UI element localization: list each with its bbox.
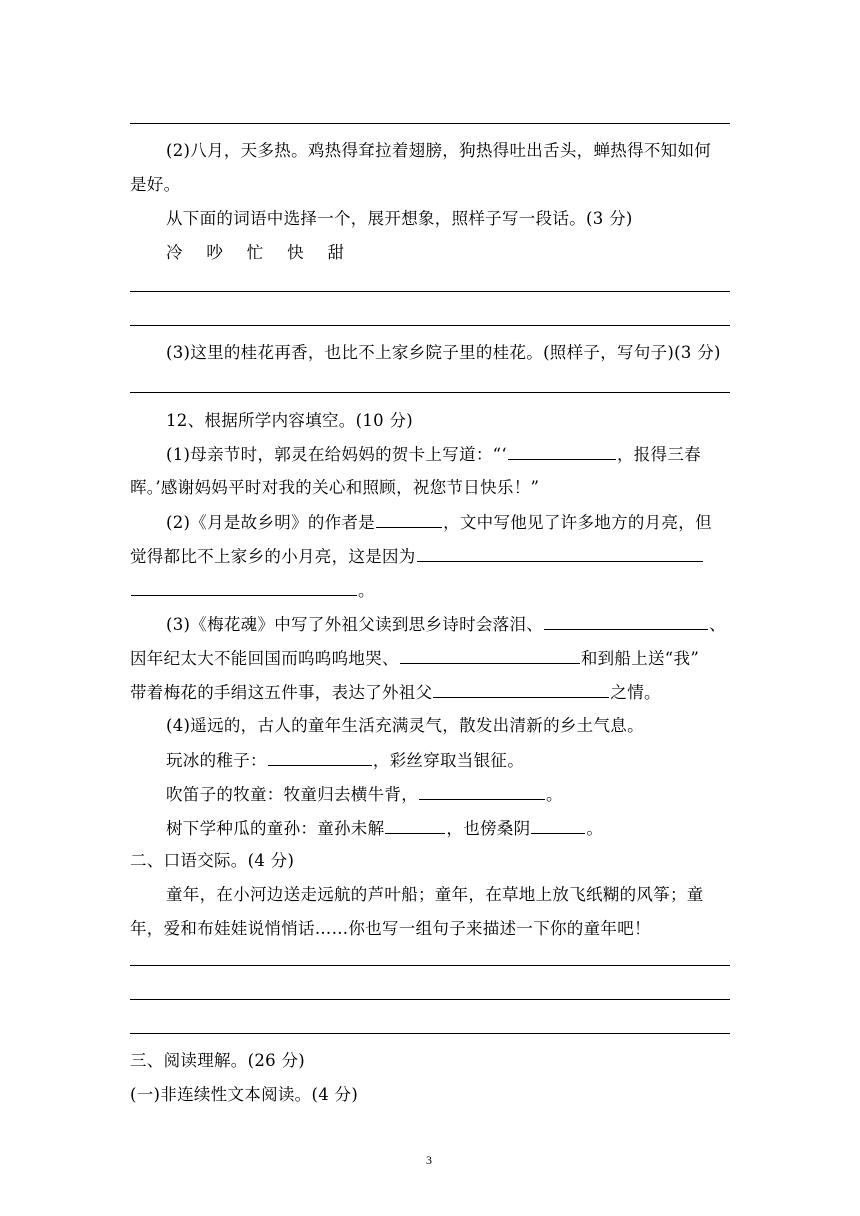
text-segment: (1)母亲节时，郭灵在给妈妈的贺卡上写道：“‘ bbox=[166, 445, 507, 464]
text-segment: 和到船上送“我” bbox=[580, 649, 700, 668]
text-segment: 。 bbox=[546, 785, 563, 804]
text-segment: ，彩丝穿取当银征。 bbox=[372, 751, 525, 770]
section-heading: 三、阅读理解。(26 分) bbox=[130, 1051, 306, 1070]
word-option: 甜 bbox=[327, 243, 345, 262]
fill-blank[interactable] bbox=[544, 613, 708, 630]
question-text: (4)遥远的，古人的童年生活充满灵气，散发出清新的乡土气息。 bbox=[166, 716, 644, 735]
question-text: 晖。’感谢妈妈平时对我的关心和照顾，祝您节日快乐！” bbox=[130, 478, 540, 497]
question-text bbox=[130, 545, 704, 568]
question-text: 是好。 bbox=[130, 175, 181, 194]
fill-blank[interactable] bbox=[400, 647, 580, 664]
text-segment: 、 bbox=[709, 615, 726, 634]
subsection-heading: (一)非连续性文本阅读。(4 分) bbox=[130, 1085, 359, 1104]
text-segment: 。 bbox=[586, 819, 604, 838]
fill-blank[interactable] bbox=[531, 817, 585, 834]
question-text bbox=[166, 443, 701, 466]
question-text bbox=[130, 681, 661, 704]
question-text: (2)八月，天多热。鸡热得耷拉着翅膀，狗热得吐出舌头，蝉热得不知如何 bbox=[166, 141, 712, 160]
fill-blank[interactable] bbox=[131, 579, 357, 596]
question-text bbox=[166, 511, 712, 534]
word-option: 忙 bbox=[246, 243, 264, 262]
answer-line[interactable] bbox=[130, 291, 730, 292]
section-heading: 二、口语交际。(4 分) bbox=[130, 851, 295, 870]
word-option: 冷 bbox=[166, 243, 183, 262]
fill-blank[interactable] bbox=[417, 545, 703, 562]
question-text bbox=[166, 613, 726, 636]
fill-blank[interactable] bbox=[385, 817, 445, 834]
word-option: 快 bbox=[287, 243, 304, 262]
instruction-text: 从下面的词语中选择一个，展开想象，照样子写一段话。(3 分) bbox=[166, 209, 633, 228]
text-segment: 。 bbox=[358, 581, 375, 600]
text-segment: 玩冰的稚子： bbox=[166, 751, 267, 770]
question-text bbox=[166, 817, 603, 840]
word-options bbox=[166, 242, 362, 264]
fill-blank[interactable] bbox=[433, 681, 609, 698]
word-option: 吵 bbox=[206, 243, 224, 262]
text-segment: ，报得三春 bbox=[616, 445, 701, 464]
answer-line[interactable] bbox=[130, 965, 730, 966]
text-segment: 吹笛子的牧童：牧童归去横牛背， bbox=[166, 785, 418, 804]
fill-blank[interactable] bbox=[419, 783, 545, 800]
question-heading: 12、根据所学内容填空。(10 分) bbox=[166, 411, 414, 430]
fill-blank[interactable] bbox=[268, 749, 372, 766]
text-segment: (2)《月是故乡明》的作者是 bbox=[166, 513, 376, 532]
question-text: (3)这里的桂花再香，也比不上家乡院子里的桂花。(照样子，写句子)(3 分) bbox=[166, 343, 721, 362]
answer-line bbox=[130, 123, 730, 124]
question-text: 年，爱和布娃娃说悄悄话……你也写一组句子来描述一下你的童年吧！ bbox=[130, 919, 651, 938]
answer-line[interactable] bbox=[130, 1033, 730, 1034]
text-segment: (3)《梅花魂》中写了外祖父读到思乡诗时会落泪、 bbox=[166, 615, 544, 634]
text-segment: 树下学种瓜的童孙：童孙未解 bbox=[166, 819, 385, 838]
question-text bbox=[166, 749, 524, 772]
question-text bbox=[130, 579, 375, 602]
answer-line[interactable] bbox=[130, 325, 730, 326]
text-segment: 带着梅花的手绢这五件事，表达了外祖父 bbox=[130, 683, 433, 702]
fill-blank[interactable] bbox=[376, 511, 442, 528]
text-segment: ，也傍桑阴 bbox=[446, 819, 531, 838]
text-segment: 之情。 bbox=[610, 683, 661, 702]
page-number: 3 bbox=[426, 1153, 432, 1167]
question-text bbox=[166, 783, 563, 806]
question-text: 童年，在小河边送走远航的芦叶船；童年，在草地上放飞纸糊的风筝；童 bbox=[166, 885, 704, 904]
question-text bbox=[130, 647, 699, 670]
fill-blank[interactable] bbox=[508, 443, 616, 460]
text-segment: 觉得都比不上家乡的小月亮，这是因为 bbox=[130, 547, 416, 566]
text-segment: 因年纪太大不能回国而呜呜呜地哭、 bbox=[130, 649, 399, 668]
text-segment: ，文中写他见了许多地方的月亮，但 bbox=[443, 513, 712, 532]
answer-line[interactable] bbox=[130, 392, 730, 393]
answer-line[interactable] bbox=[130, 999, 730, 1000]
